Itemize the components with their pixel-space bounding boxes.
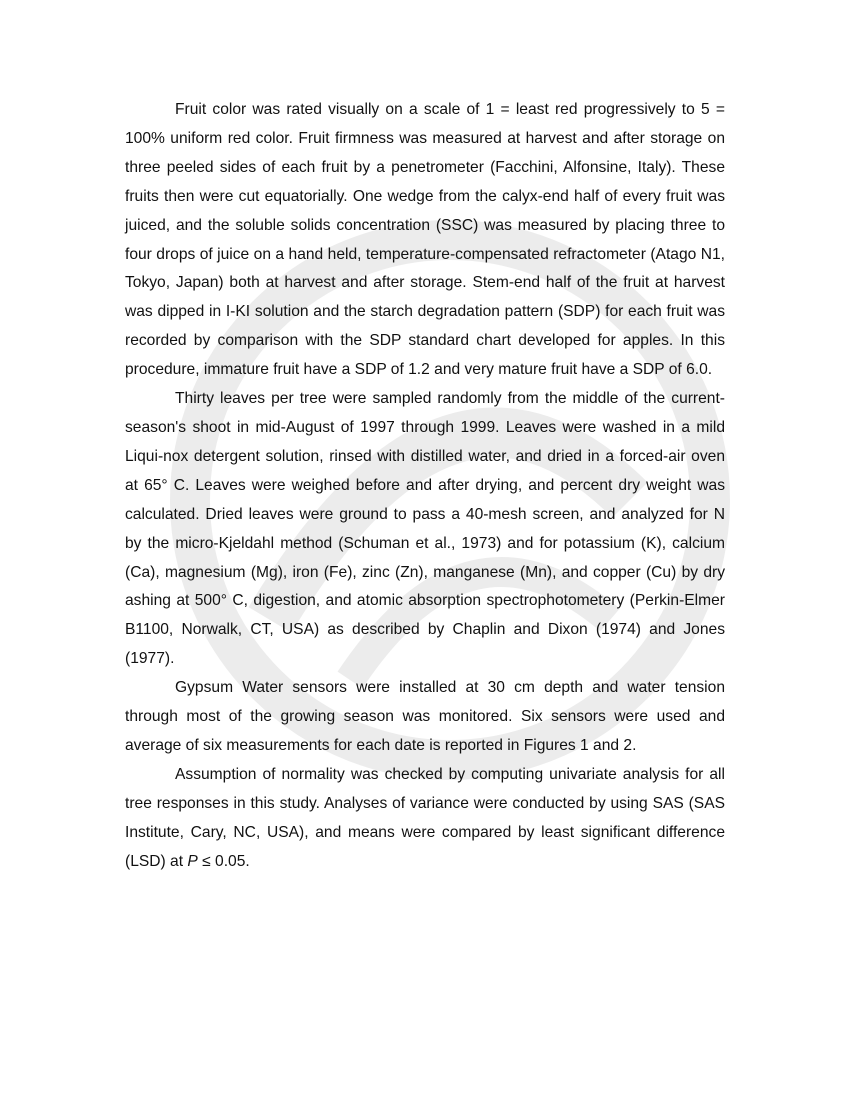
body-text (125, 96, 725, 876)
statistics-text-before: Assumption of normality was checked by computing univariate analysis for all tree responses in this study. Analyses of variance were conducted by using SAS (SAS Institute, Cary, NC, USA), and means were compared by least significant difference (LSD) at (125, 765, 725, 870)
paragraph-statistics (125, 761, 725, 877)
p-value-symbol: P (187, 852, 198, 870)
statistics-text-after: ≤ 0.05. (197, 852, 250, 870)
paragraph-water-sensors: Gypsum Water sensors were installed at 30 cm depth and water tension through most of the growing season was monitored. Six sensors were used and average of six measurements for each date is reported in Figures 1 and 2. (125, 679, 725, 754)
paragraph-leaf-analysis: Thirty leaves per tree were sampled randomly from the middle of the current-season's shoot in mid-August of 1997 through 1999. Leaves were washed in a mild Liqui-nox detergent solution, rinsed with distilled water, and dried in a forced-air oven at 65° C. Leaves were weighed before and after drying, and percent dry weight was calculated. Dried leaves were ground to pass a 40-mesh screen, and analyzed for N by the micro-Kjeldahl method (Schuman et al., 1973) and for potassium (K), calcium (Ca), magnesium (Mg), iron (Fe), zinc (Zn), manganese (Mn), and copper (Cu) by dry ashing at 500° C, digestion, and atomic absorption spectrophotometery (Perkin-Elmer B1100, Norwalk, CT, USA) as described by Chaplin and Dixon (1974) and Jones (1977). (125, 390, 725, 668)
paragraph-fruit-quality: Fruit color was rated visually on a scale of 1 = least red progressively to 5 = 100% uniform red color. Fruit firmness was measured at harvest and after storage on three peeled sides of each fruit by a penetrometer (Facchini, Alfonsine, Italy). These fruits then were cut equatorially. One wedge from the calyx-end half of every fruit was juiced, and the soluble solids concentration (SSC) was measured by placing three to four drops of juice on a hand held, temperature-compensated refractometer (Atago N1, Tokyo, Japan) both at harvest and after storage. Stem-end half of the fruit at harvest was dipped in I-KI solution and the starch degradation pattern (SDP) for each fruit was recorded by comparison with the SDP standard chart developed for apples. In this procedure, immature fruit have a SDP of 1.2 and very mature fruit have a SDP of 6.0. (125, 101, 725, 379)
